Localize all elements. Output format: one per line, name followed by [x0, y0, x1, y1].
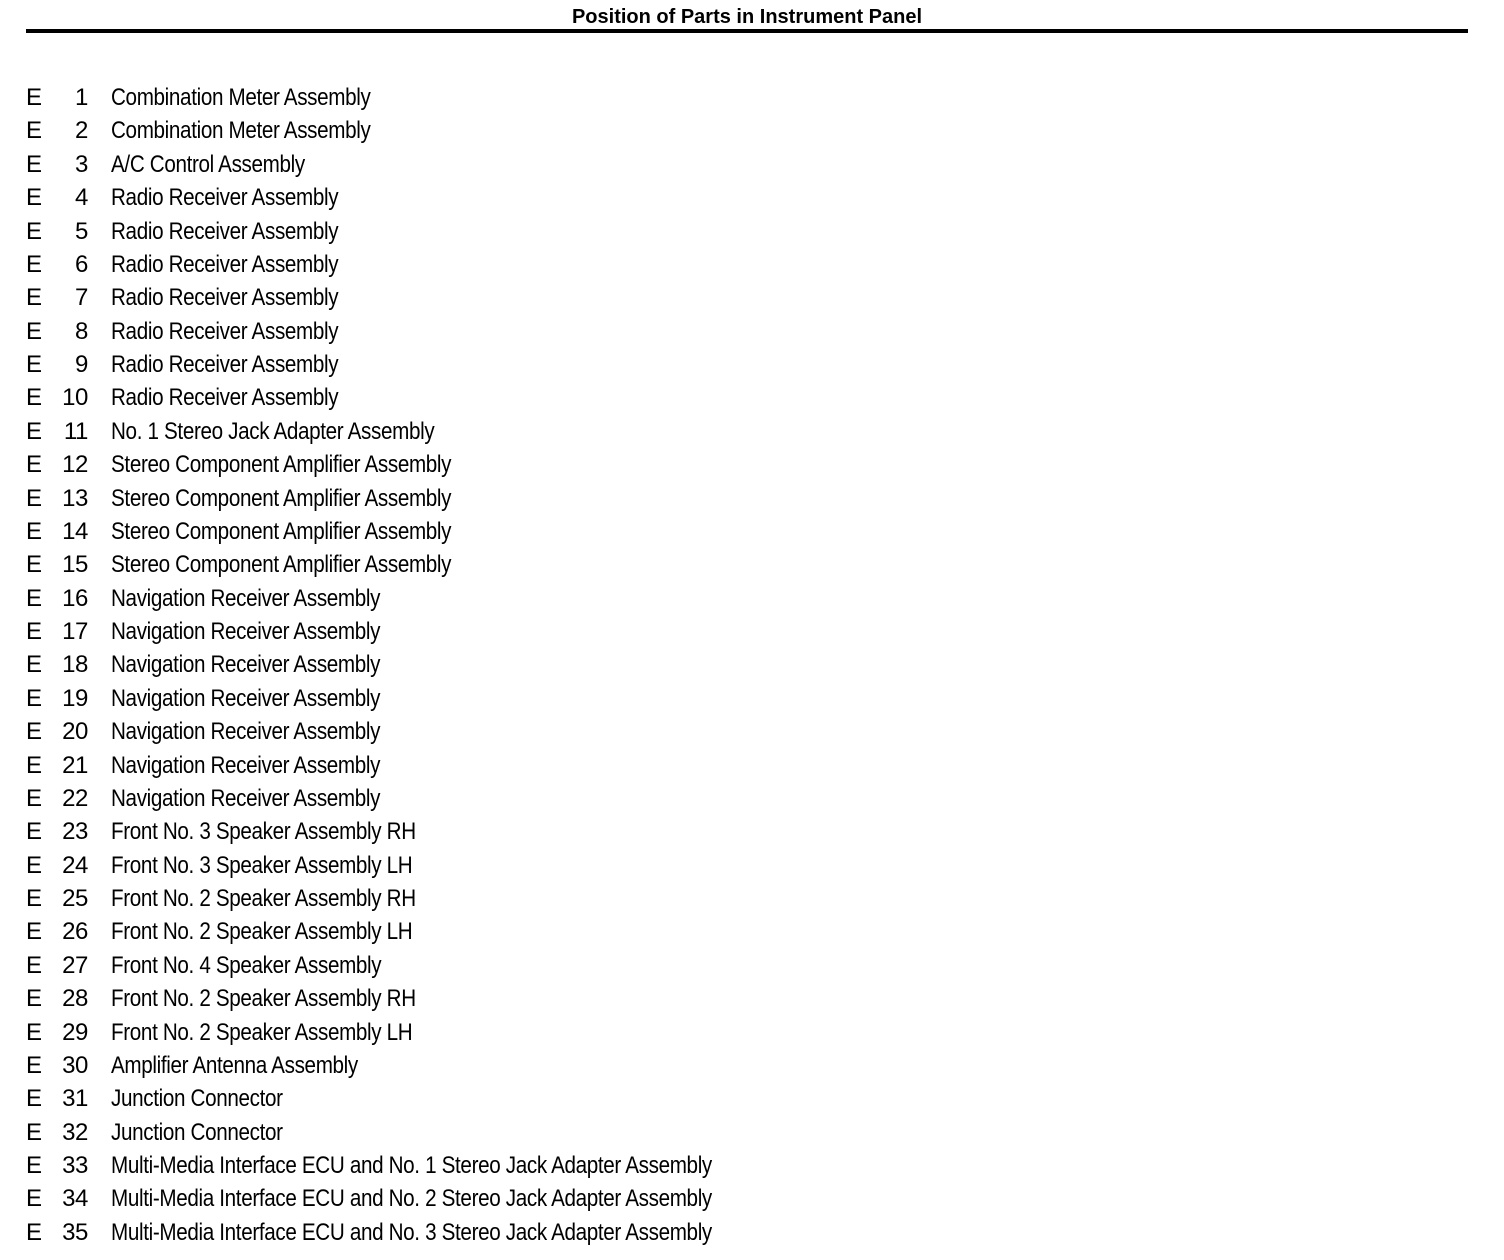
list-item — [0, 749, 1504, 782]
part-name: Navigation Receiver Assembly — [111, 584, 381, 612]
part-number: 2 — [75, 117, 88, 145]
part-prefix: E — [26, 84, 42, 111]
part-number: 12 — [62, 451, 88, 479]
part-number: 10 — [62, 384, 88, 412]
part-name: Navigation Receiver Assembly — [111, 684, 381, 712]
list-item — [0, 849, 1504, 882]
part-number: 1 — [75, 84, 88, 111]
part-prefix: E — [26, 284, 42, 312]
part-name: Front No. 3 Speaker Assembly RH — [111, 818, 416, 846]
part-prefix: E — [26, 417, 42, 445]
list-item — [0, 782, 1504, 815]
list-item — [0, 148, 1504, 181]
part-name: Stereo Component Amplifier Assembly — [111, 551, 452, 579]
part-prefix: E — [26, 851, 42, 879]
part-prefix: E — [26, 1152, 42, 1179]
part-prefix: E — [26, 317, 42, 345]
part-name: Amplifier Antenna Assembly — [111, 1051, 358, 1079]
part-number: 3 — [75, 150, 88, 178]
part-number: 4 — [75, 184, 88, 212]
part-name: Multi-Media Interface ECU and No. 2 Stereo Jack Adapter Assembly — [111, 1185, 712, 1213]
part-number: 33 — [62, 1152, 88, 1179]
part-number: 17 — [62, 618, 88, 645]
part-number: 5 — [75, 217, 88, 245]
part-prefix: E — [26, 1051, 42, 1079]
list-item — [0, 1016, 1504, 1049]
list-item — [0, 1049, 1504, 1082]
list-item — [0, 1116, 1504, 1149]
part-name: A/C Control Assembly — [111, 150, 305, 178]
part-number: 34 — [62, 1185, 88, 1213]
part-name: Stereo Component Amplifier Assembly — [111, 451, 452, 479]
part-prefix: E — [26, 150, 42, 178]
part-name: Navigation Receiver Assembly — [111, 651, 381, 679]
part-number: 20 — [62, 718, 88, 746]
part-number: 11 — [63, 417, 88, 445]
part-prefix: E — [26, 651, 42, 679]
part-name: Front No. 3 Speaker Assembly LH — [111, 851, 413, 879]
list-item — [0, 548, 1504, 581]
part-prefix: E — [26, 818, 42, 846]
list-item — [0, 415, 1504, 448]
part-name: No. 1 Stereo Jack Adapter Assembly — [111, 417, 435, 445]
part-prefix: E — [26, 1118, 42, 1146]
part-prefix: E — [26, 551, 42, 579]
part-name: Radio Receiver Assembly — [111, 384, 339, 412]
list-item — [0, 482, 1504, 515]
part-number: 15 — [62, 551, 88, 579]
list-item — [0, 1216, 1504, 1249]
part-number: 24 — [62, 851, 88, 879]
part-number: 28 — [62, 985, 88, 1013]
list-item — [0, 348, 1504, 381]
part-prefix: E — [26, 951, 42, 979]
part-number: 18 — [62, 651, 88, 679]
part-number: 23 — [62, 818, 88, 846]
part-prefix: E — [26, 184, 42, 212]
part-number: 16 — [62, 584, 88, 612]
part-number: 26 — [62, 918, 88, 946]
part-name: Navigation Receiver Assembly — [111, 751, 381, 779]
part-prefix: E — [26, 217, 42, 245]
list-item — [0, 682, 1504, 715]
list-item — [0, 949, 1504, 982]
list-item — [0, 582, 1504, 615]
part-prefix: E — [26, 451, 42, 479]
part-prefix: E — [26, 918, 42, 946]
part-name: Stereo Component Amplifier Assembly — [111, 484, 452, 512]
page-title: Position of Parts in Instrument Panel — [571, 6, 923, 28]
part-prefix: E — [26, 751, 42, 779]
parts-list — [0, 81, 1504, 1249]
part-name: Radio Receiver Assembly — [111, 184, 339, 212]
part-name: Multi-Media Interface ECU and No. 3 Stereo Jack Adapter Assembly — [111, 1218, 712, 1246]
part-prefix: E — [26, 384, 42, 412]
list-item — [0, 515, 1504, 548]
part-name: Radio Receiver Assembly — [111, 217, 339, 245]
part-prefix: E — [26, 250, 42, 278]
part-number: 30 — [62, 1051, 88, 1079]
part-number: 32 — [62, 1118, 88, 1146]
list-item — [0, 181, 1504, 214]
part-number: 29 — [62, 1018, 88, 1046]
part-name: Radio Receiver Assembly — [111, 351, 339, 378]
part-number: 25 — [62, 885, 88, 912]
part-prefix: E — [26, 1185, 42, 1213]
part-prefix: E — [26, 1018, 42, 1046]
part-prefix: E — [26, 618, 42, 645]
title-underline — [26, 29, 1468, 33]
part-number: 7 — [75, 284, 88, 312]
part-number: 19 — [62, 684, 88, 712]
list-item — [0, 882, 1504, 915]
part-name: Front No. 2 Speaker Assembly LH — [111, 918, 413, 946]
list-item — [0, 1182, 1504, 1215]
part-name: Radio Receiver Assembly — [111, 317, 339, 345]
part-number: 14 — [62, 517, 88, 545]
list-item — [0, 114, 1504, 147]
list-item — [0, 81, 1504, 114]
list-item — [0, 982, 1504, 1015]
part-prefix: E — [26, 684, 42, 712]
list-item — [0, 315, 1504, 348]
part-name: Front No. 2 Speaker Assembly RH — [111, 885, 416, 912]
list-item — [0, 448, 1504, 481]
part-name: Radio Receiver Assembly — [111, 284, 339, 312]
part-prefix: E — [26, 1218, 42, 1246]
part-name: Navigation Receiver Assembly — [111, 784, 381, 812]
part-prefix: E — [26, 484, 42, 512]
part-number: 8 — [75, 317, 88, 345]
part-number: 22 — [62, 784, 88, 812]
part-number: 9 — [75, 351, 88, 378]
list-item — [0, 715, 1504, 748]
part-prefix: E — [26, 584, 42, 612]
part-name: Stereo Component Amplifier Assembly — [111, 517, 452, 545]
part-name: Navigation Receiver Assembly — [111, 718, 381, 746]
list-item — [0, 281, 1504, 314]
list-item — [0, 1149, 1504, 1182]
part-name: Front No. 2 Speaker Assembly LH — [111, 1018, 413, 1046]
part-number: 21 — [62, 751, 88, 779]
list-item — [0, 381, 1504, 414]
part-number: 27 — [62, 951, 88, 979]
part-name: Junction Connector — [111, 1118, 283, 1146]
part-number: 31 — [62, 1085, 88, 1113]
part-name: Radio Receiver Assembly — [111, 250, 339, 278]
part-name: Multi-Media Interface ECU and No. 1 Stereo Jack Adapter Assembly — [111, 1152, 712, 1179]
part-prefix: E — [26, 1085, 42, 1113]
part-prefix: E — [26, 784, 42, 812]
part-prefix: E — [26, 517, 42, 545]
part-prefix: E — [26, 718, 42, 746]
part-number: 6 — [75, 250, 88, 278]
list-item — [0, 1082, 1504, 1115]
list-item — [0, 248, 1504, 281]
part-number: 35 — [62, 1218, 88, 1246]
list-item — [0, 915, 1504, 948]
part-name: Junction Connector — [111, 1085, 283, 1113]
list-item — [0, 815, 1504, 848]
part-name: Combination Meter Assembly — [111, 117, 371, 145]
part-prefix: E — [26, 351, 42, 378]
part-number: 13 — [62, 484, 88, 512]
list-item — [0, 615, 1504, 648]
part-name: Combination Meter Assembly — [111, 84, 371, 111]
part-prefix: E — [26, 985, 42, 1013]
part-prefix: E — [26, 885, 42, 912]
part-name: Navigation Receiver Assembly — [111, 618, 381, 645]
list-item — [0, 648, 1504, 681]
part-prefix: E — [26, 117, 42, 145]
list-item — [0, 215, 1504, 248]
part-name: Front No. 2 Speaker Assembly RH — [111, 985, 416, 1013]
part-name: Front No. 4 Speaker Assembly — [111, 951, 382, 979]
